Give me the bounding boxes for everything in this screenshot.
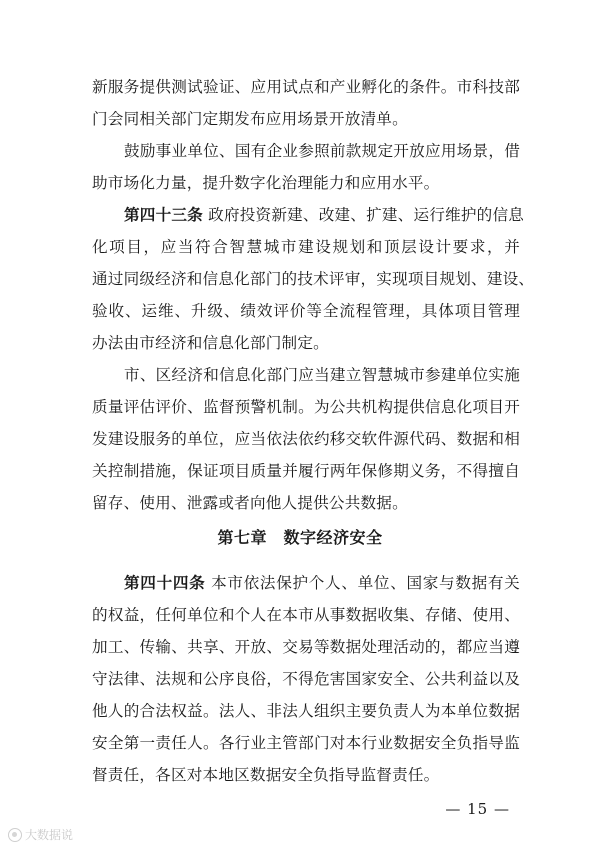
text-line: 验收、运维、升级、绩效评价等全流程管理，具体项目管理 [92, 302, 520, 320]
watermark-text: 大数据说 [25, 828, 74, 842]
text-line: 他人的合法权益。法人、非法人组织主要负责人为本单位数据 [92, 702, 520, 720]
text-line: 加工、传输、共享、开放、交易等数据处理活动的，都应当遵 [92, 638, 520, 656]
chapter-title: 第七章 数字经济安全 [217, 528, 383, 547]
article-44-first-line [124, 573, 520, 593]
text-line: 本市依法保护个人、单位、国家与数据有关 [211, 574, 520, 592]
text-line: 市、区经济和信息化部门应当建立智慧城市参建单位实施 [124, 366, 520, 384]
text-line: 办法由市经济和信息化部门制定。 [92, 334, 329, 352]
article-43-first-line [124, 205, 525, 225]
page-number: — 15 — [445, 800, 510, 818]
article-43-heading: 第四十三条 [124, 205, 203, 224]
text-line: 发建设服务的单位，应当依法依约移交软件源代码、数据和相 [92, 430, 520, 448]
watermark [8, 826, 73, 843]
text-line: 关控制措施，保证项目质量并履行两年保修期义务，不得擅自 [92, 462, 520, 480]
text-line: 门会同相关部门定期发布应用场景开放清单。 [92, 110, 408, 128]
text-line: 安全第一责任人。各行业主管部门对本行业数据安全负指导监 [92, 734, 520, 752]
text-line: 质量评估评价、监督预警机制。为公共机构提供信息化项目开 [92, 398, 520, 416]
article-44-heading: 第四十四条 [124, 573, 206, 592]
text-line: 留存、使用、泄露或者向他人提供公共数据。 [92, 494, 408, 512]
text-line: 助市场化力量，提升数字化治理能力和应用水平。 [92, 174, 440, 192]
text-line: 化项目，应当符合智慧城市建设规划和顶层设计要求，并 [92, 238, 520, 256]
watermark-logo-icon [8, 828, 22, 842]
text-line: 守法律、法规和公序良俗，不得危害国家安全、公共利益以及 [92, 670, 520, 688]
text-line: 通过同级经济和信息化部门的技术评审，实现项目规划、建设、 [92, 270, 535, 288]
text-line: 新服务提供测试验证、应用试点和产业孵化的条件。市科技部 [92, 78, 520, 96]
text-line: 政府投资新建、改建、扩建、运行维护的信息 [208, 206, 525, 224]
text-line: 督责任，各区对本地区数据安全负指导监督责任。 [92, 766, 440, 784]
text-line: 的权益，任何单位和个人在本市从事数据收集、存储、使用、 [92, 606, 520, 624]
text-line: 鼓励事业单位、国有企业参照前款规定开放应用场景，借 [124, 142, 520, 160]
